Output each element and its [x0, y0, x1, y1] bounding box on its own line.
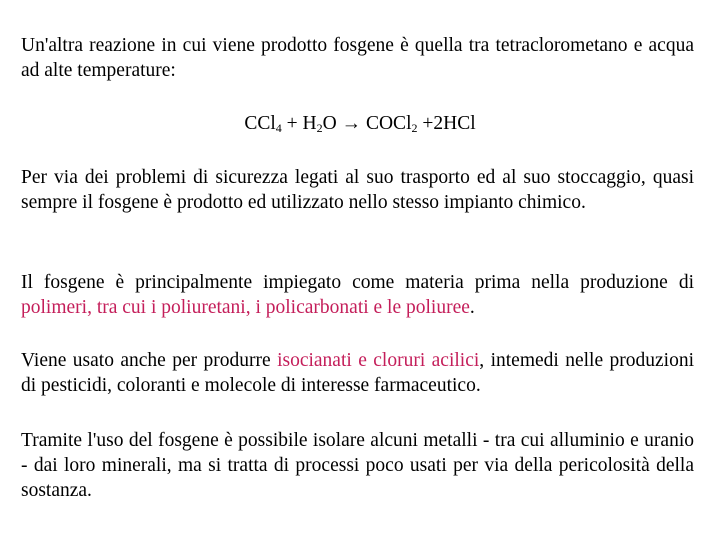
eq-sub-2b: 2 [411, 121, 418, 135]
p3-text-after: . [469, 297, 475, 318]
chemical-equation [0, 111, 720, 136]
polymers-link[interactable]: polimeri, tra cui i poliuretani, i policarbonati e le poliuree [21, 297, 470, 318]
isocyanates-link[interactable]: isocianati e cloruri acilici [277, 350, 480, 371]
eq-ccl: CCl [244, 113, 276, 134]
eq-o-arrow-cocl: O → COCl [322, 113, 412, 134]
eq-hcl: +2HCl [417, 113, 476, 134]
eq-plus-h: + H [281, 113, 317, 134]
p3-text-before: Il fosgene è principalmente impiegato come materia prima nella produzione di [21, 272, 694, 293]
eq-sub-2a: 2 [316, 121, 323, 135]
eq-sub-4: 4 [275, 121, 282, 135]
p4-text-before: Viene usato anche per produrre [21, 350, 278, 371]
p4-text-after: , intemedi nelle produzioni di pesticidi, coloranti e molecole di interesse farmaceutico. [21, 350, 694, 396]
paragraph-safety: Per via dei problemi di sicurezza legati al suo trasporto ed al suo stoccaggio, quasi sempre il fosgene è prodotto ed utilizzato nello stesso impianto chimico. [21, 167, 694, 213]
paragraph-polymers [21, 270, 694, 320]
paragraph-isocyanates [21, 348, 694, 398]
paragraph-metals: Tramite l'uso del fosgene è possibile isolare alcuni metalli - tra cui alluminio e uranio - dai loro minerali, ma si tratta di processi poco usati per via della pericolosità della sostanza. [21, 430, 694, 501]
paragraph-intro: Un'altra reazione in cui viene prodotto fosgene è quella tra tetraclorometano e acqua ad alte temperature: [21, 35, 694, 81]
